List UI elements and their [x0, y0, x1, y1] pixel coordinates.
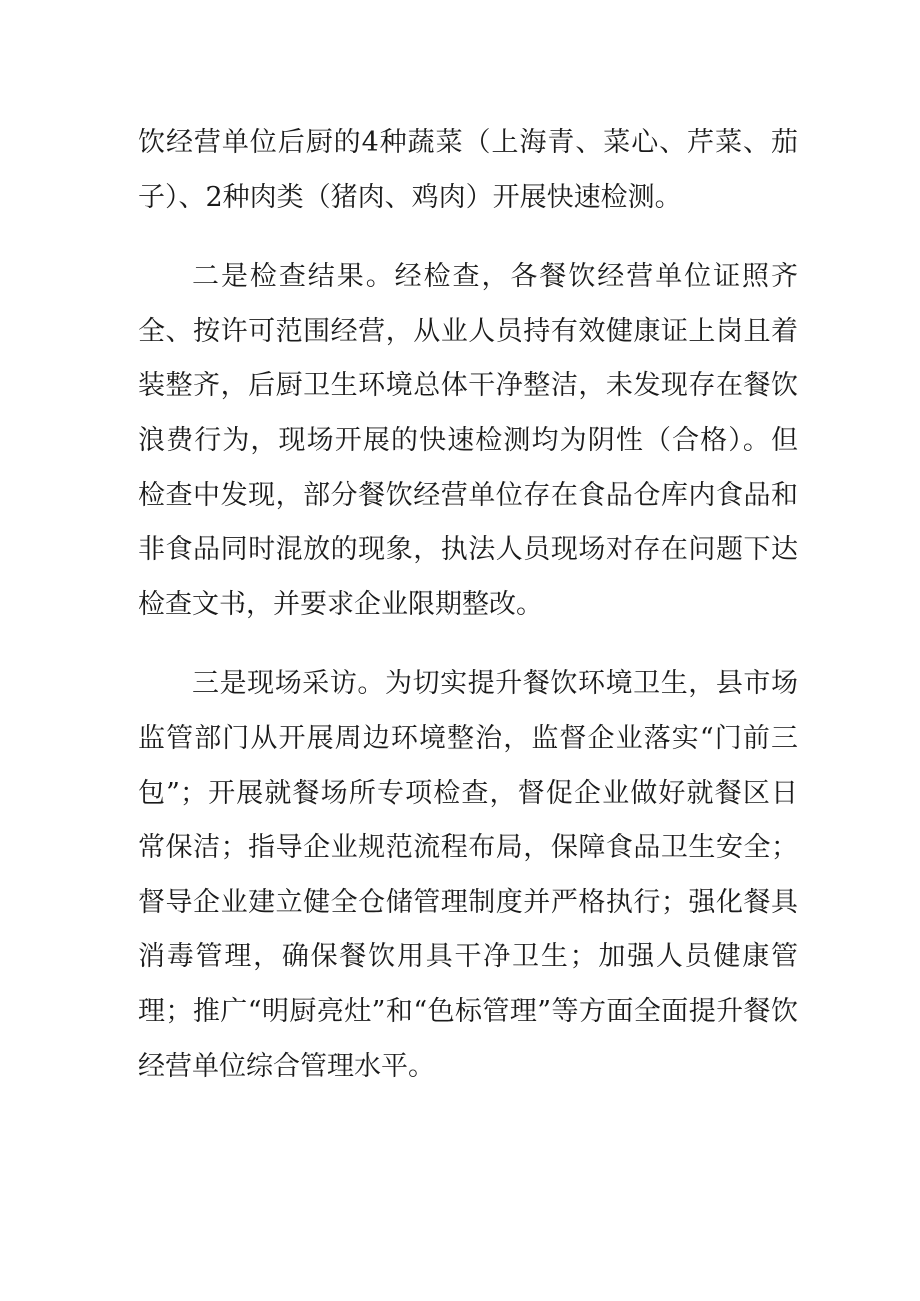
paragraph-inspection-results: 二是检查结果。经检查，各餐饮经营单位证照齐全、按许可范围经营，从业人员持有效健康证上岗且着装整齐，后厨卫生环境总体干净整洁，未发现存在餐饮浪费行为，现场开展的快速检测均为阴性（合格）。但检查中发现，部分餐饮经营单位存在食品仓库内食品和非食品同时混放的现象，执法人员现场对存在问题下达检查文书，并要求企业限期整改。 [138, 261, 798, 620]
paragraph-on-site-interview: 三是现场采访。为切实提升餐饮环境卫生，县市场监管部门从开展周边环境整治，监督企业落实“门前三包”；开展就餐场所专项检查，督促企业做好就餐区日常保洁；指导企业规范流程布局，保障食品卫生安全；督导企业建立健全仓储管理制度并严格执行；强化餐具消毒管理，确保餐饮用具干净卫生；加强人员健康管理；推广“明厨亮灶”和“色标管理”等方面全面提升餐饮经营单位综合管理水平。 [138, 668, 798, 1082]
document-body [138, 116, 798, 1094]
paragraph-continuation: 饮经营单位后厨的4种蔬菜（上海青、菜心、芹菜、茄子）、2种肉类（猪肉、鸡肉）开展快速检测。 [138, 127, 798, 213]
